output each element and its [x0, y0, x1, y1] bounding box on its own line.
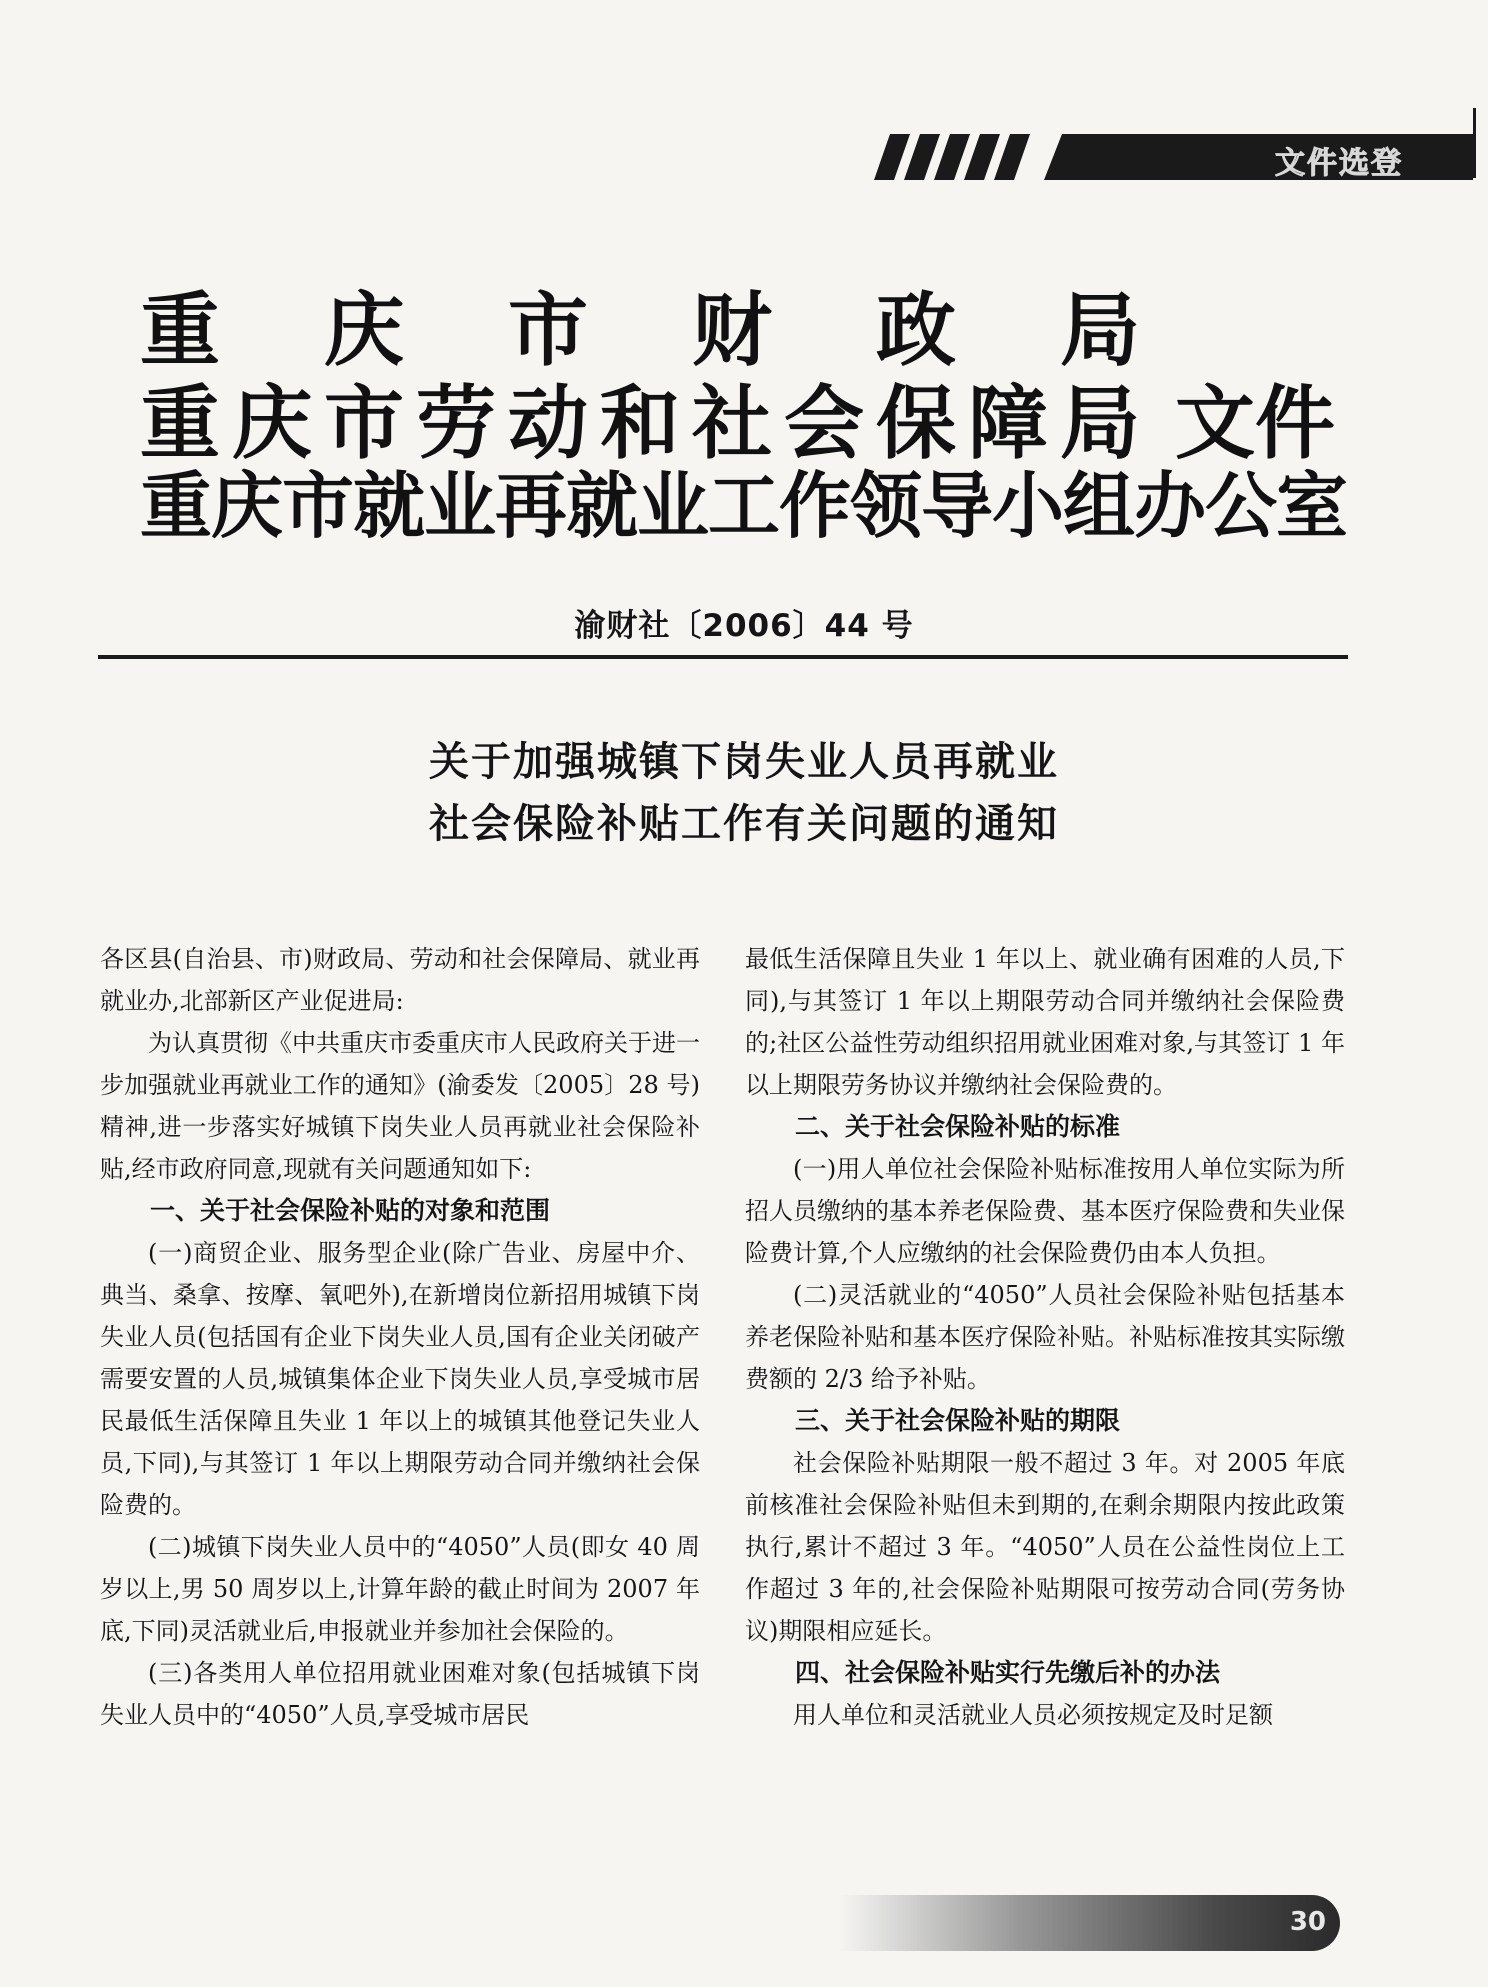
section-1-item-2: (二)城镇下岗失业人员中的“4050”人员(即女 40 周岁以上,男 50 周岁以上,计算年龄的截止时间为 2007 年底,下同)灵活就业后,申报就业并参加社会保险的。	[100, 1533, 700, 1645]
section-1-heading: 一、关于社会保险补贴的对象和范围	[150, 1196, 551, 1225]
section-1-item-3: (三)各类用人单位招用就业困难对象(包括城镇下岗失业人员中的“4050”人员,享受城市居民	[100, 1659, 700, 1729]
masthead-suffix: 文件	[1175, 376, 1335, 470]
section-4-heading: 四、社会保险补贴实行先缴后补的办法	[795, 1658, 1221, 1687]
section-4-paragraph: 用人单位和灵活就业人员必须按规定及时足额	[793, 1701, 1273, 1729]
notice-title-line-2: 社会保险补贴工作有关问题的通知	[429, 800, 1059, 847]
banner-label: 文件选登	[1275, 146, 1403, 181]
section-1-item-3-continued: 最低生活保障且失业 1 年以上、就业确有困难的人员,下同),与其签订 1 年以上期限劳动合同并缴纳社会保险费的;社区公益性劳动组织招用就业困难对象,与其签订 1 年以上期限劳务协议并缴纳社会保险费的。	[745, 945, 1345, 1099]
section-2-item-2: (二)灵活就业的“4050”人员社会保险补贴包括基本养老保险补贴和基本医疗保险补贴。补贴标准按其实际缴费额的 2/3 给予补贴。	[745, 1281, 1345, 1393]
section-3-heading: 三、关于社会保险补贴的期限	[795, 1406, 1121, 1435]
banner-stripes-icon	[868, 128, 1058, 180]
masthead-issuer-3	[140, 463, 1348, 548]
body-column-right	[745, 938, 1345, 1736]
page-number: 30	[1289, 1907, 1326, 1937]
addressee: 各区县(自治县、市)财政局、劳动和社会保障局、就业再就业办,北部新区产业促进局:	[100, 945, 700, 1015]
section-3-paragraph: 社会保险补贴期限一般不超过 3 年。对 2005 年底前核准社会保险补贴但未到期的,在剩余期限内按此政策执行,累计不超过 3 年。“4050”人员在公益性岗位上工作超过 3 年的,社会保险补贴期限可按劳动合同(劳务协议)期限相应延长。	[745, 1449, 1345, 1645]
page-edge-line	[1473, 108, 1476, 178]
section-2-item-1: (一)用人单位社会保险补贴标准按用人单位实际为所招人员缴纳的基本养老保险费、基本医疗保险费和失业保险费计算,个人应缴纳的社会保险费仍由本人负担。	[745, 1155, 1345, 1267]
banner-bar	[1044, 134, 1473, 180]
document-number: 渝财社〔2006〕44 号	[574, 608, 914, 644]
header-rule	[98, 655, 1348, 659]
section-banner	[868, 128, 1473, 180]
section-2-heading: 二、关于社会保险补贴的标准	[795, 1112, 1121, 1141]
masthead-issuer-2	[140, 376, 1140, 470]
section-1-item-1: (一)商贸企业、服务型企业(除广告业、房屋中介、典当、桑拿、按摩、氧吧外),在新增岗位新招用城镇下岗失业人员(包括国有企业下岗失业人员,国有企业关闭破产需要安置的人员,城镇集体企业下岗失业人员,享受城市居民最低生活保障且失业 1 年以上的城镇其他登记失业人员,下同),与其签订 1 年以上期限劳动合同并缴纳社会保险费的。	[100, 1239, 700, 1519]
issuer-1-text: 重 庆 市 财 政 局	[140, 283, 1140, 377]
intro-paragraph: 为认真贯彻《中共重庆市委重庆市人民政府关于进一步加强就业再就业工作的通知》(渝委发〔2005〕28 号)精神,进一步落实好城镇下岗失业人员再就业社会保险补贴,经市政府同意,现就有关问题通知如下:	[100, 1029, 700, 1183]
notice-title-line-1: 关于加强城镇下岗失业人员再就业	[429, 738, 1059, 785]
issuer-3-text: 重庆市就业再就业工作领导小组办公室	[140, 463, 1348, 548]
page-number-tab	[840, 1895, 1340, 1951]
body-column-left	[100, 938, 700, 1736]
masthead-issuer-1	[140, 283, 1140, 377]
issuer-2-text: 重 庆 市 劳 动 和 社 会 保 障 局	[140, 376, 1140, 470]
